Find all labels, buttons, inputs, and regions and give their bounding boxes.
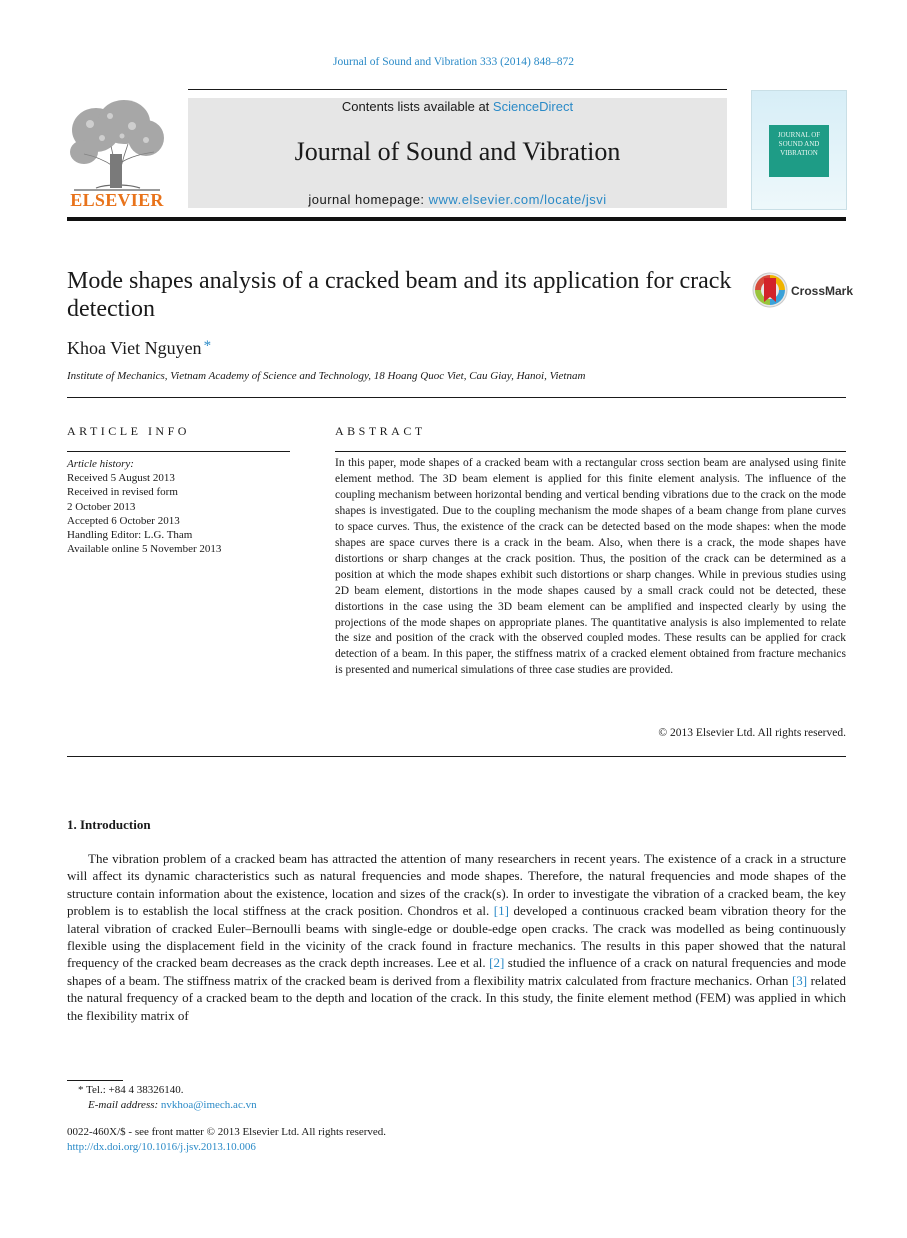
journal-cover-label: JOURNAL OF SOUND AND VIBRATION — [769, 125, 829, 177]
history-entry: Received in revised form — [67, 486, 178, 499]
history-entry: Handling Editor: L.G. Tham — [67, 529, 193, 542]
header-top-rule — [188, 89, 727, 90]
journal-cover-thumbnail[interactable] — [751, 90, 847, 210]
intro-text-segment: related the natural frequency of a cracked beam to the depth and location of the crack. In this study, the finite element method (FEM) was applied in which the flexibility matrix of — [67, 972, 846, 1023]
article-history-label: Article history: — [67, 458, 134, 470]
article-title: Mode shapes analysis of a cracked beam and its application for crack detection — [67, 268, 732, 322]
crossmark-icon[interactable] — [752, 272, 788, 308]
elsevier-logo-wordmark: ELSEVIER — [70, 190, 164, 210]
abstract-heading: ABSTRACT — [335, 424, 426, 438]
citation-link[interactable]: [3] — [791, 972, 808, 988]
email-link[interactable]: nvkhoa@imech.ac.vn — [160, 1099, 257, 1111]
citation-link[interactable]: [1] — [493, 903, 509, 919]
section-rule — [67, 397, 846, 398]
author-name-text: Khoa Viet Nguyen — [67, 338, 202, 358]
section-heading-introduction: 1. Introduction — [67, 817, 151, 832]
citation-link[interactable]: [2] — [489, 955, 505, 971]
abstract-rule — [335, 451, 846, 452]
abstract-copyright: © 2013 Elsevier Ltd. All rights reserved. — [658, 727, 846, 739]
history-entry: Received 5 August 2013 — [67, 472, 175, 485]
abstract-bottom-rule — [67, 756, 846, 757]
email-label: E-mail address: — [88, 1099, 161, 1111]
abstract-body: In this paper, mode shapes of a cracked beam with a rectangular cross section beam are analysed using finite element method. The 3D beam element is applied for this finite element analysis. The influence of the coupling mechanism between horizontal bending and vertical bending vibrations due to the crack on the mode shapes is investigated. Due to the coupling mechanism the mode shapes of a beam change from plane curves to space curves. Thus, the existence of the crack can be detected based on the mode shapes: when the mode shapes are space curves there is a crack in the beam. Also, when there is a crack, the mode shapes have distortions or sharp changes at the crack position. Thus, the position of the crack can be determined as a position at which the mode shapes exhibit such distortions or sharp changes. While in previous studies using 2D beam element, distortions in the mode shapes caused by a small crack could not be detected, these distortions in the case using the 3D beam element can be amplified and inspected clearly by using the projections of the mode shapes on appropriate planes. The quantitative analysis is also implemented to relate the size and position of the crack with the observed coupled modes. These results can be applied for crack detection of a beam. In this paper, the stiffness matrix of a cracked element obtained from fracture mechanics is presented and numerical simulations of three case studies are provided. — [335, 457, 846, 677]
history-entry: 2 October 2013 — [67, 500, 136, 513]
history-entry: Accepted 6 October 2013 — [67, 514, 180, 527]
history-entry: Available online 5 November 2013 — [67, 543, 222, 556]
journal-reference[interactable]: Journal of Sound and Vibration 333 (2014) 848–872 — [333, 56, 574, 68]
homepage-prefix: journal homepage: — [308, 192, 429, 207]
author-footnote-marker[interactable]: * — [203, 338, 212, 354]
sciencedirect-link[interactable]: ScienceDirect — [492, 99, 574, 114]
contents-prefix: Contents lists available at — [341, 99, 493, 114]
introduction-paragraph — [67, 850, 846, 1024]
author-affiliation: Institute of Mechanics, Vietnam Academy of Science and Technology, 18 Hoang Quoc Viet, Cau Giay, Hanoi, Vietnam — [67, 370, 586, 382]
intro-text-segment: developed a continuous cracked beam vibration theory for the lateral vibration of cracked Euler–Bernoulli beams with single-edge or double-edge open cracks. The crack was modelled as being continuously flexible using the displacement field in the vicinity of the crack found in fracture mechanics. The results in this paper showed that the natural frequency of the cracked beam decreases as the crack depth increases. Lee et al. — [67, 903, 846, 971]
article-info-heading: ARTICLE INFO — [67, 424, 190, 438]
crossmark-label[interactable]: CrossMark — [791, 284, 854, 298]
footnote-email — [88, 1099, 257, 1111]
footnote-telephone: * Tel.: +84 4 38326140. — [78, 1084, 184, 1096]
header-thick-rule — [67, 217, 846, 221]
journal-title: Journal of Sound and Vibration — [294, 137, 621, 166]
journal-homepage-link[interactable]: www.elsevier.com/locate/jsvi — [428, 192, 607, 207]
doi-link[interactable]: http://dx.doi.org/10.1016/j.jsv.2013.10.006 — [67, 1141, 256, 1153]
intro-text-segment: studied the influence of a crack on natural frequencies and mode shapes of a beam. The stiffness matrix of the cracked beam is derived from a flexibility matrix calculated from fracture mechanics. Orhan — [67, 955, 846, 988]
journal-homepage-line — [188, 192, 727, 207]
intro-text-segment: The vibration problem of a cracked beam has attracted the attention of many researchers in recent years. The existence of a crack in a structure will affect its dynamic characteristics such as natural frequencies and mode shapes. Therefore, the natural frequencies and mode shapes of the structure contain information about the existence, location and sizes of the crack(s). In order to investigate the vibration of a cracked beam, the key problem is to establish the local stiffness at the crack position. Chondros et al. — [67, 851, 846, 919]
issn-line: 0022-460X/$ - see front matter © 2013 Elsevier Ltd. All rights reserved. — [67, 1126, 387, 1138]
author-name — [67, 338, 211, 359]
footnote-rule — [67, 1080, 123, 1081]
contents-availability-line — [188, 99, 727, 114]
article-history — [67, 457, 297, 556]
article-info-rule — [67, 451, 290, 452]
